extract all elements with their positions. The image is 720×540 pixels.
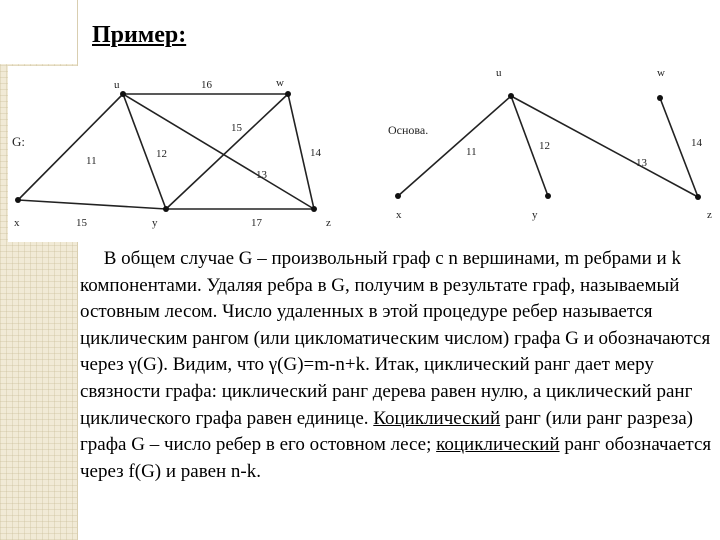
- vertex-u: [120, 91, 126, 97]
- graph-figure: [8, 66, 720, 242]
- text-denoted: ранг обозначается через f(G) и равен n-k.: [80, 434, 712, 482]
- label-z: z: [326, 217, 331, 229]
- tree-label-z: z: [707, 209, 712, 221]
- edge-13: [123, 94, 314, 209]
- tree-label-y: y: [532, 209, 538, 221]
- edge-15-bottom: [18, 200, 166, 209]
- formula-gamma-value: γ(G)=m-n+k.: [268, 354, 370, 376]
- edge-15-top: [166, 94, 288, 209]
- tree-label-edge-11: 11: [466, 146, 477, 158]
- tree-label-edge-12: 12: [539, 140, 550, 152]
- body-paragraph: [80, 246, 712, 485]
- vertex-w: [285, 91, 291, 97]
- tree-vertex-x: [395, 193, 401, 199]
- label-edge-13: 13: [256, 169, 267, 181]
- label-u: u: [114, 79, 120, 91]
- text-we-see: Видим, что: [167, 354, 269, 376]
- label-x: x: [14, 217, 20, 229]
- text-intro: В общем случае G – произвольный граф с n вершинами, m ребрами и k компонентами. Удаляя ребра в G, получим в результате граф, называемый остовным лесом. Число удаленных в этой процедуре ребер называется циклическим рангом (или цикломатическим числом) графа G и обозначаются через: [80, 248, 711, 376]
- tree-vertex-u: [508, 93, 514, 99]
- tree-vertex-y: [545, 193, 551, 199]
- label-y: y: [152, 217, 158, 229]
- slide-title: Пример:: [92, 22, 187, 48]
- formula-gamma: γ(G).: [128, 354, 168, 376]
- graph-g-label: G:: [12, 134, 25, 149]
- left-strip-top: [0, 0, 78, 64]
- label-edge-15-bottom: 15: [76, 217, 87, 229]
- label-edge-17: 17: [251, 217, 262, 229]
- vertex-x: [15, 197, 21, 203]
- graph-figure-svg: [8, 66, 720, 242]
- text-so: Итак, циклический ранг дает меру связности графа: циклический ранг дерева равен нулю, а циклический ранг циклического графа равен единице.: [80, 354, 693, 429]
- label-edge-15-top: 15: [231, 122, 242, 134]
- label-w: w: [276, 77, 284, 89]
- paragraph: [80, 246, 712, 485]
- vertex-y: [163, 206, 169, 212]
- tree-vertex-w: [657, 95, 663, 101]
- tree-label-edge-14: 14: [691, 137, 702, 149]
- tree-label-x: x: [396, 209, 402, 221]
- edge-11: [18, 94, 123, 200]
- tree-label-edge-13: 13: [636, 157, 647, 169]
- label-edge-14: 14: [310, 147, 321, 159]
- tree-vertex-z: [695, 194, 701, 200]
- label-edge-16: 16: [201, 79, 212, 91]
- spanning-forest-label: Основа.: [388, 123, 429, 137]
- tree-label-u: u: [496, 67, 502, 79]
- label-edge-12: 12: [156, 148, 167, 160]
- term-cocyclic-2: коциклический: [436, 434, 560, 456]
- vertex-z: [311, 206, 317, 212]
- term-cocyclic-1: Коциклический: [373, 407, 501, 429]
- tree-label-w: w: [657, 67, 665, 79]
- tree-edge-11: [398, 96, 511, 196]
- text-cut-rank: ранг (или ранг разреза) графа G – число ребер в его остовном лесе;: [80, 407, 693, 456]
- label-edge-11: 11: [86, 155, 97, 167]
